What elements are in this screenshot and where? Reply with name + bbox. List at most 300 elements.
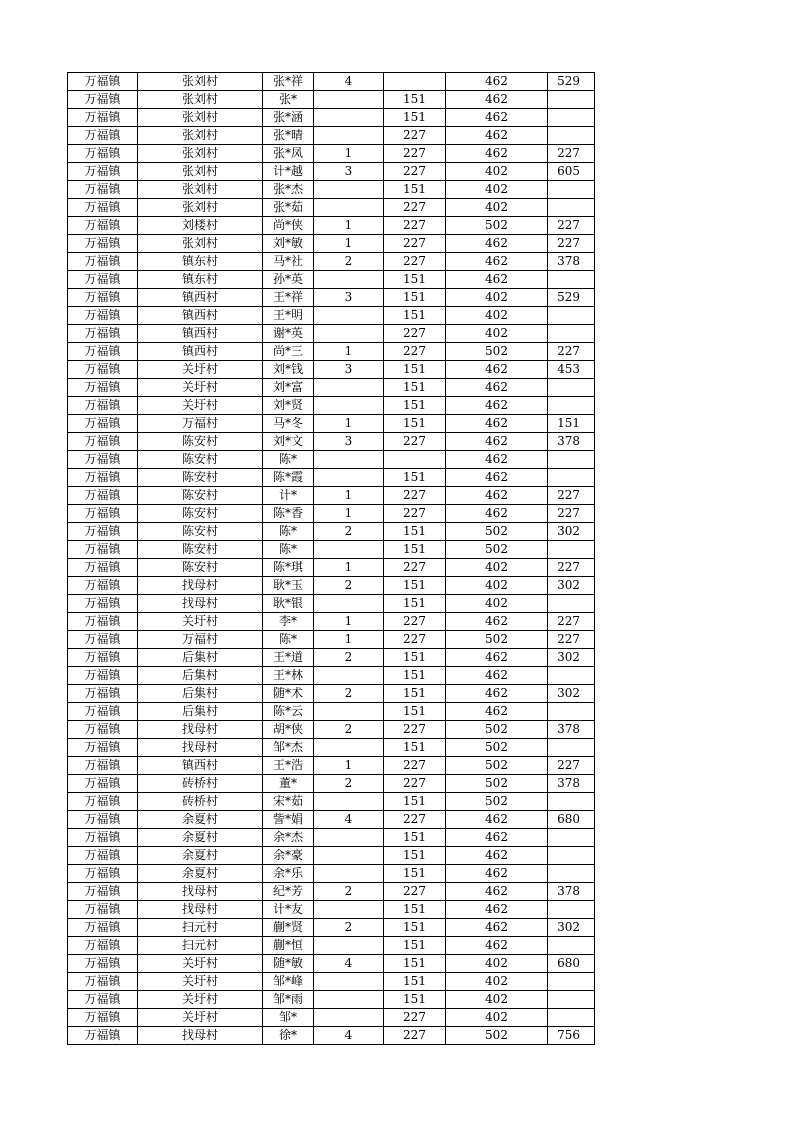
amount-b-cell: 402 xyxy=(446,955,548,973)
town-cell: 万福镇 xyxy=(68,865,138,883)
total-cell: 756 xyxy=(548,1027,595,1045)
village-cell: 关圩村 xyxy=(138,379,263,397)
table-row xyxy=(68,523,595,541)
amount-a-cell: 227 xyxy=(384,325,446,343)
total-cell xyxy=(548,307,595,325)
amount-b-cell: 462 xyxy=(446,685,548,703)
town-cell: 万福镇 xyxy=(68,469,138,487)
amount-b-cell: 462 xyxy=(446,937,548,955)
amount-b-cell: 462 xyxy=(446,847,548,865)
name-cell: 陈*云 xyxy=(263,703,314,721)
amount-a-cell: 151 xyxy=(384,595,446,613)
village-cell: 砖桥村 xyxy=(138,793,263,811)
count-cell: 2 xyxy=(314,577,384,595)
total-cell: 605 xyxy=(548,163,595,181)
amount-a-cell: 151 xyxy=(384,793,446,811)
amount-b-cell: 462 xyxy=(446,505,548,523)
village-cell: 张刘村 xyxy=(138,199,263,217)
count-cell xyxy=(314,847,384,865)
table-row xyxy=(68,775,595,793)
village-cell: 镇东村 xyxy=(138,271,263,289)
total-cell xyxy=(548,703,595,721)
village-cell: 镇东村 xyxy=(138,253,263,271)
total-cell xyxy=(548,127,595,145)
name-cell: 孙*英 xyxy=(263,271,314,289)
amount-a-cell: 227 xyxy=(384,721,446,739)
town-cell: 万福镇 xyxy=(68,163,138,181)
name-cell: 刘*敏 xyxy=(263,235,314,253)
name-cell: 董* xyxy=(263,775,314,793)
town-cell: 万福镇 xyxy=(68,91,138,109)
amount-b-cell: 402 xyxy=(446,577,548,595)
amount-b-cell: 462 xyxy=(446,667,548,685)
total-cell xyxy=(548,991,595,1009)
total-cell xyxy=(548,181,595,199)
data-table xyxy=(67,72,595,1045)
name-cell: 张*茹 xyxy=(263,199,314,217)
amount-a-cell: 227 xyxy=(384,811,446,829)
amount-a-cell: 227 xyxy=(384,235,446,253)
amount-b-cell: 502 xyxy=(446,775,548,793)
village-cell: 陈安村 xyxy=(138,505,263,523)
table-row xyxy=(68,253,595,271)
amount-b-cell: 462 xyxy=(446,109,548,127)
amount-b-cell: 502 xyxy=(446,343,548,361)
total-cell xyxy=(548,325,595,343)
total-cell xyxy=(548,397,595,415)
table-row xyxy=(68,235,595,253)
amount-a-cell: 227 xyxy=(384,631,446,649)
town-cell: 万福镇 xyxy=(68,325,138,343)
count-cell: 1 xyxy=(314,631,384,649)
amount-a-cell: 151 xyxy=(384,973,446,991)
table-row xyxy=(68,127,595,145)
amount-a-cell: 151 xyxy=(384,307,446,325)
count-cell xyxy=(314,991,384,1009)
total-cell: 302 xyxy=(548,577,595,595)
village-cell: 张刘村 xyxy=(138,109,263,127)
village-cell: 扫元村 xyxy=(138,919,263,937)
amount-a-cell: 151 xyxy=(384,919,446,937)
name-cell: 王*祥 xyxy=(263,289,314,307)
name-cell: 余*杰 xyxy=(263,829,314,847)
table-row xyxy=(68,397,595,415)
total-cell: 227 xyxy=(548,631,595,649)
count-cell xyxy=(314,667,384,685)
town-cell: 万福镇 xyxy=(68,631,138,649)
amount-a-cell: 151 xyxy=(384,685,446,703)
amount-b-cell: 462 xyxy=(446,91,548,109)
total-cell xyxy=(548,829,595,847)
table-row xyxy=(68,757,595,775)
count-cell: 1 xyxy=(314,343,384,361)
amount-b-cell: 462 xyxy=(446,649,548,667)
count-cell xyxy=(314,865,384,883)
amount-b-cell: 462 xyxy=(446,703,548,721)
table-row xyxy=(68,145,595,163)
table-row xyxy=(68,307,595,325)
count-cell: 2 xyxy=(314,649,384,667)
amount-a-cell: 151 xyxy=(384,361,446,379)
total-cell xyxy=(548,469,595,487)
town-cell: 万福镇 xyxy=(68,379,138,397)
name-cell: 余*豪 xyxy=(263,847,314,865)
table-row xyxy=(68,631,595,649)
village-cell: 张刘村 xyxy=(138,181,263,199)
amount-b-cell: 462 xyxy=(446,613,548,631)
village-cell: 余夏村 xyxy=(138,865,263,883)
table-row xyxy=(68,541,595,559)
count-cell: 4 xyxy=(314,1027,384,1045)
amount-a-cell: 227 xyxy=(384,613,446,631)
amount-a-cell: 151 xyxy=(384,109,446,127)
table-row xyxy=(68,811,595,829)
count-cell xyxy=(314,397,384,415)
count-cell: 1 xyxy=(314,487,384,505)
total-cell xyxy=(548,541,595,559)
table-row xyxy=(68,487,595,505)
table-row xyxy=(68,73,595,91)
village-cell: 关圩村 xyxy=(138,991,263,1009)
count-cell: 1 xyxy=(314,613,384,631)
town-cell: 万福镇 xyxy=(68,235,138,253)
name-cell: 王*明 xyxy=(263,307,314,325)
amount-a-cell: 151 xyxy=(384,847,446,865)
name-cell: 张*晴 xyxy=(263,127,314,145)
count-cell: 1 xyxy=(314,415,384,433)
name-cell: 计*友 xyxy=(263,901,314,919)
amount-a-cell: 227 xyxy=(384,343,446,361)
town-cell: 万福镇 xyxy=(68,487,138,505)
amount-b-cell: 502 xyxy=(446,739,548,757)
town-cell: 万福镇 xyxy=(68,73,138,91)
village-cell: 找母村 xyxy=(138,883,263,901)
amount-b-cell: 462 xyxy=(446,127,548,145)
name-cell: 刘*文 xyxy=(263,433,314,451)
table-row xyxy=(68,559,595,577)
amount-a-cell: 151 xyxy=(384,829,446,847)
table-row xyxy=(68,1027,595,1045)
amount-a-cell: 151 xyxy=(384,577,446,595)
amount-b-cell: 402 xyxy=(446,1009,548,1027)
table-row xyxy=(68,415,595,433)
total-cell xyxy=(548,199,595,217)
name-cell: 耿*银 xyxy=(263,595,314,613)
name-cell: 王*道 xyxy=(263,649,314,667)
town-cell: 万福镇 xyxy=(68,415,138,433)
table-row xyxy=(68,1009,595,1027)
total-cell xyxy=(548,1009,595,1027)
village-cell: 张刘村 xyxy=(138,73,263,91)
total-cell xyxy=(548,793,595,811)
village-cell: 镇西村 xyxy=(138,307,263,325)
town-cell: 万福镇 xyxy=(68,649,138,667)
table-row xyxy=(68,343,595,361)
amount-a-cell: 227 xyxy=(384,559,446,577)
village-cell: 陈安村 xyxy=(138,523,263,541)
table-row xyxy=(68,505,595,523)
amount-b-cell: 462 xyxy=(446,271,548,289)
village-cell: 余夏村 xyxy=(138,847,263,865)
total-cell xyxy=(548,739,595,757)
name-cell: 张*祥 xyxy=(263,73,314,91)
count-cell: 3 xyxy=(314,163,384,181)
name-cell: 邹*雨 xyxy=(263,991,314,1009)
town-cell: 万福镇 xyxy=(68,181,138,199)
amount-a-cell: 227 xyxy=(384,145,446,163)
count-cell xyxy=(314,199,384,217)
count-cell: 2 xyxy=(314,523,384,541)
amount-a-cell: 151 xyxy=(384,703,446,721)
amount-a-cell: 151 xyxy=(384,397,446,415)
total-cell: 529 xyxy=(548,73,595,91)
amount-a-cell: 227 xyxy=(384,253,446,271)
amount-a-cell xyxy=(384,451,446,469)
amount-a-cell: 227 xyxy=(384,1009,446,1027)
village-cell: 刘楼村 xyxy=(138,217,263,235)
town-cell: 万福镇 xyxy=(68,775,138,793)
amount-b-cell: 402 xyxy=(446,973,548,991)
count-cell xyxy=(314,91,384,109)
town-cell: 万福镇 xyxy=(68,217,138,235)
name-cell: 徐* xyxy=(263,1027,314,1045)
town-cell: 万福镇 xyxy=(68,505,138,523)
amount-b-cell: 502 xyxy=(446,631,548,649)
count-cell: 2 xyxy=(314,721,384,739)
count-cell: 2 xyxy=(314,685,384,703)
count-cell xyxy=(314,127,384,145)
amount-a-cell: 151 xyxy=(384,901,446,919)
amount-b-cell: 502 xyxy=(446,793,548,811)
town-cell: 万福镇 xyxy=(68,595,138,613)
table-row xyxy=(68,973,595,991)
table-row xyxy=(68,991,595,1009)
village-cell: 余夏村 xyxy=(138,811,263,829)
amount-a-cell: 151 xyxy=(384,181,446,199)
village-cell: 后集村 xyxy=(138,649,263,667)
village-cell: 找母村 xyxy=(138,901,263,919)
name-cell: 蒯*恒 xyxy=(263,937,314,955)
amount-a-cell: 227 xyxy=(384,1027,446,1045)
amount-a-cell: 151 xyxy=(384,91,446,109)
name-cell: 耿*玉 xyxy=(263,577,314,595)
table-row xyxy=(68,271,595,289)
table-row xyxy=(68,325,595,343)
name-cell: 随*术 xyxy=(263,685,314,703)
village-cell: 后集村 xyxy=(138,685,263,703)
village-cell: 镇西村 xyxy=(138,325,263,343)
village-cell: 后集村 xyxy=(138,703,263,721)
amount-a-cell: 227 xyxy=(384,127,446,145)
table-row xyxy=(68,901,595,919)
total-cell: 227 xyxy=(548,757,595,775)
village-cell: 镇西村 xyxy=(138,289,263,307)
total-cell: 227 xyxy=(548,235,595,253)
table-row xyxy=(68,217,595,235)
town-cell: 万福镇 xyxy=(68,145,138,163)
count-cell: 2 xyxy=(314,883,384,901)
name-cell: 计*越 xyxy=(263,163,314,181)
name-cell: 王*林 xyxy=(263,667,314,685)
count-cell xyxy=(314,181,384,199)
village-cell: 张刘村 xyxy=(138,127,263,145)
amount-b-cell: 462 xyxy=(446,379,548,397)
village-cell: 关圩村 xyxy=(138,1009,263,1027)
count-cell: 1 xyxy=(314,505,384,523)
count-cell xyxy=(314,271,384,289)
total-cell: 227 xyxy=(548,217,595,235)
amount-b-cell: 462 xyxy=(446,469,548,487)
name-cell: 刘*富 xyxy=(263,379,314,397)
total-cell xyxy=(548,901,595,919)
name-cell: 王*浩 xyxy=(263,757,314,775)
table-row xyxy=(68,721,595,739)
amount-b-cell: 402 xyxy=(446,163,548,181)
count-cell xyxy=(314,325,384,343)
town-cell: 万福镇 xyxy=(68,613,138,631)
table-row xyxy=(68,577,595,595)
village-cell: 关圩村 xyxy=(138,973,263,991)
amount-a-cell: 151 xyxy=(384,991,446,1009)
name-cell: 谢*英 xyxy=(263,325,314,343)
total-cell: 227 xyxy=(548,487,595,505)
village-cell: 陈安村 xyxy=(138,433,263,451)
total-cell xyxy=(548,91,595,109)
table-row xyxy=(68,289,595,307)
total-cell: 227 xyxy=(548,559,595,577)
town-cell: 万福镇 xyxy=(68,955,138,973)
village-cell: 后集村 xyxy=(138,667,263,685)
village-cell: 张刘村 xyxy=(138,145,263,163)
count-cell xyxy=(314,973,384,991)
village-cell: 陈安村 xyxy=(138,487,263,505)
name-cell: 陈*琪 xyxy=(263,559,314,577)
table-row xyxy=(68,451,595,469)
table-row xyxy=(68,91,595,109)
amount-a-cell: 151 xyxy=(384,271,446,289)
name-cell: 张*涵 xyxy=(263,109,314,127)
village-cell: 镇西村 xyxy=(138,343,263,361)
table-row xyxy=(68,865,595,883)
name-cell: 尚*三 xyxy=(263,343,314,361)
count-cell: 3 xyxy=(314,289,384,307)
amount-b-cell: 502 xyxy=(446,1027,548,1045)
village-cell: 找母村 xyxy=(138,739,263,757)
town-cell: 万福镇 xyxy=(68,1009,138,1027)
total-cell: 151 xyxy=(548,415,595,433)
total-cell: 453 xyxy=(548,361,595,379)
town-cell: 万福镇 xyxy=(68,757,138,775)
town-cell: 万福镇 xyxy=(68,289,138,307)
name-cell: 邹* xyxy=(263,1009,314,1027)
total-cell xyxy=(548,271,595,289)
amount-b-cell: 462 xyxy=(446,397,548,415)
amount-b-cell: 462 xyxy=(446,901,548,919)
count-cell xyxy=(314,307,384,325)
village-cell: 砖桥村 xyxy=(138,775,263,793)
amount-a-cell: 151 xyxy=(384,415,446,433)
name-cell: 马*社 xyxy=(263,253,314,271)
name-cell: 陈*香 xyxy=(263,505,314,523)
town-cell: 万福镇 xyxy=(68,271,138,289)
name-cell: 随*敏 xyxy=(263,955,314,973)
town-cell: 万福镇 xyxy=(68,541,138,559)
town-cell: 万福镇 xyxy=(68,793,138,811)
table-row xyxy=(68,199,595,217)
total-cell xyxy=(548,937,595,955)
total-cell: 680 xyxy=(548,811,595,829)
amount-b-cell: 462 xyxy=(446,451,548,469)
village-cell: 镇西村 xyxy=(138,757,263,775)
amount-b-cell: 502 xyxy=(446,757,548,775)
village-cell: 找母村 xyxy=(138,721,263,739)
town-cell: 万福镇 xyxy=(68,109,138,127)
total-cell: 227 xyxy=(548,145,595,163)
table-row xyxy=(68,379,595,397)
amount-b-cell: 462 xyxy=(446,883,548,901)
amount-a-cell: 227 xyxy=(384,487,446,505)
total-cell: 378 xyxy=(548,433,595,451)
town-cell: 万福镇 xyxy=(68,685,138,703)
amount-b-cell: 402 xyxy=(446,199,548,217)
table-row xyxy=(68,937,595,955)
total-cell xyxy=(548,379,595,397)
town-cell: 万福镇 xyxy=(68,991,138,1009)
amount-b-cell: 402 xyxy=(446,991,548,1009)
name-cell: 余*乐 xyxy=(263,865,314,883)
amount-a-cell: 151 xyxy=(384,955,446,973)
town-cell: 万福镇 xyxy=(68,937,138,955)
amount-b-cell: 402 xyxy=(446,289,548,307)
town-cell: 万福镇 xyxy=(68,739,138,757)
name-cell: 计* xyxy=(263,487,314,505)
name-cell: 张* xyxy=(263,91,314,109)
count-cell: 1 xyxy=(314,235,384,253)
count-cell xyxy=(314,469,384,487)
count-cell: 4 xyxy=(314,811,384,829)
village-cell: 找母村 xyxy=(138,1027,263,1045)
table-row xyxy=(68,613,595,631)
amount-a-cell xyxy=(384,73,446,91)
table-row xyxy=(68,883,595,901)
village-cell: 陈安村 xyxy=(138,559,263,577)
name-cell: 陈* xyxy=(263,451,314,469)
count-cell xyxy=(314,739,384,757)
amount-b-cell: 462 xyxy=(446,811,548,829)
name-cell: 陈*霞 xyxy=(263,469,314,487)
name-cell: 刘*钱 xyxy=(263,361,314,379)
village-cell: 张刘村 xyxy=(138,91,263,109)
total-cell xyxy=(548,847,595,865)
table-row xyxy=(68,793,595,811)
count-cell xyxy=(314,1009,384,1027)
table-row xyxy=(68,163,595,181)
count-cell xyxy=(314,829,384,847)
total-cell xyxy=(548,667,595,685)
count-cell: 4 xyxy=(314,73,384,91)
amount-a-cell: 227 xyxy=(384,433,446,451)
amount-b-cell: 462 xyxy=(446,919,548,937)
count-cell: 4 xyxy=(314,955,384,973)
table-row xyxy=(68,361,595,379)
table-row xyxy=(68,667,595,685)
count-cell: 2 xyxy=(314,253,384,271)
village-cell: 陈安村 xyxy=(138,469,263,487)
town-cell: 万福镇 xyxy=(68,829,138,847)
name-cell: 邹*峰 xyxy=(263,973,314,991)
total-cell: 378 xyxy=(548,721,595,739)
town-cell: 万福镇 xyxy=(68,523,138,541)
